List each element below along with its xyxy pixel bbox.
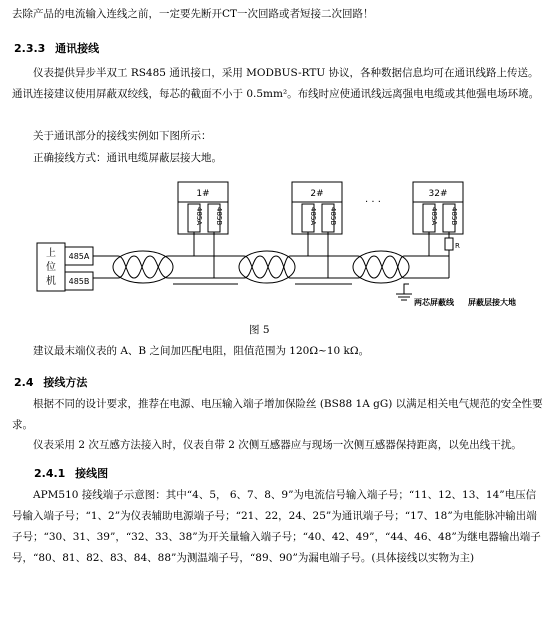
paragraph-resistor: 建议最末端仪表的 A、B 之间加匹配电阻，阻值范围为 120Ω~10 kΩ。 [33, 345, 370, 357]
paragraph-method-fuse: 根据不同的设计要求，推荐在电源、电压输入端子增加保险丝 (BS88 1A gG) 以满足相关电气规范的安全性要求。 [12, 398, 543, 431]
section-title: 接线图 [75, 467, 109, 480]
legend-shield-grounded: 屏蔽层接大地 [468, 298, 516, 307]
svg-text:上: 上 [46, 248, 56, 259]
device-2-485a: 485A [309, 207, 317, 226]
warning-line: 去除产品的电流输入连线之前，一定要先断开CT一次回路或者短接二次回路！ [12, 8, 374, 20]
host-computer-box [37, 243, 93, 291]
host-485b-label: 485B [68, 277, 90, 286]
figure-caption: 图 5 [249, 324, 270, 336]
svg-text:位: 位 [46, 262, 56, 273]
paragraph-terminals: APM510 接线端子示意图：其中“4、5， 6、7、8、9”为电流信号输入端子号；“11、12、13、14”电压信号输入端子号；“1、2”为仪表辅助电源端子号；“21、22，24、25”为通讯端子号；“17、18”为电能脉冲输出端子号；“30、31、39”，“32、33、38”为开关量输入端子号；“40、42、49”，“44、46、48”为继电器输出端子号，“80、81、82、83、84、88”为测温端子号，“89、90”为漏电端子号。(具体接线以实物为主) [12, 489, 541, 564]
section-number: 2.4 [14, 376, 34, 389]
paragraph-comm-intro: 仪表提供异步半双工 RS485 通讯接口，采用 MODBUS-RTU 协议，各种数据信息均可在通讯线路上传送。通讯连接建议使用屏蔽双绞线，每芯的截面不小于 0.5mm²。布线时应使通讯线远离强电电缆或其他强电场环境。 [12, 67, 540, 100]
paragraph-comm-example: 关于通讯部分的接线实例如下图所示： [33, 130, 212, 142]
host-485a-label: 485A [68, 252, 90, 261]
device-32 [413, 182, 463, 234]
device-1 [178, 182, 228, 234]
device-1-485b: 485B [215, 207, 223, 226]
device-2-label: 2# [310, 189, 324, 199]
legend-two-core-shielded: 两芯屏蔽线 [414, 298, 454, 307]
device-2-485b: 485B [329, 207, 337, 226]
section-title: 通讯接线 [55, 42, 100, 55]
rs485-wiring-diagram [0, 172, 552, 322]
paragraph-method-ct: 仪表采用 2 次互感方法接入时，仪表自带 2 次侧互感器应与现场一次侧互感器保持距离，以免出线干扰。 [33, 439, 522, 451]
section-number: 2.4.1 [34, 467, 66, 480]
section-title: 接线方法 [43, 376, 88, 389]
device-1-label: 1# [196, 189, 210, 199]
svg-text:机: 机 [46, 276, 56, 287]
device-1-485a: 485A [195, 207, 203, 226]
section-number: 2.3.3 [14, 42, 46, 55]
device-32-485a: 485A [430, 207, 438, 226]
paragraph-comm-correct: 正确接线方式：通讯电缆屏蔽层接大地。 [33, 152, 222, 164]
resistor-label: R [455, 242, 460, 250]
section-heading-2-4-1 [34, 465, 108, 481]
device-32-485b: 485B [450, 207, 458, 226]
section-heading-2-3-3 [14, 40, 99, 56]
device-2 [292, 182, 342, 234]
ellipsis: . . . [365, 194, 381, 205]
device-32-label: 32# [428, 189, 448, 199]
section-heading-2-4 [14, 374, 87, 390]
